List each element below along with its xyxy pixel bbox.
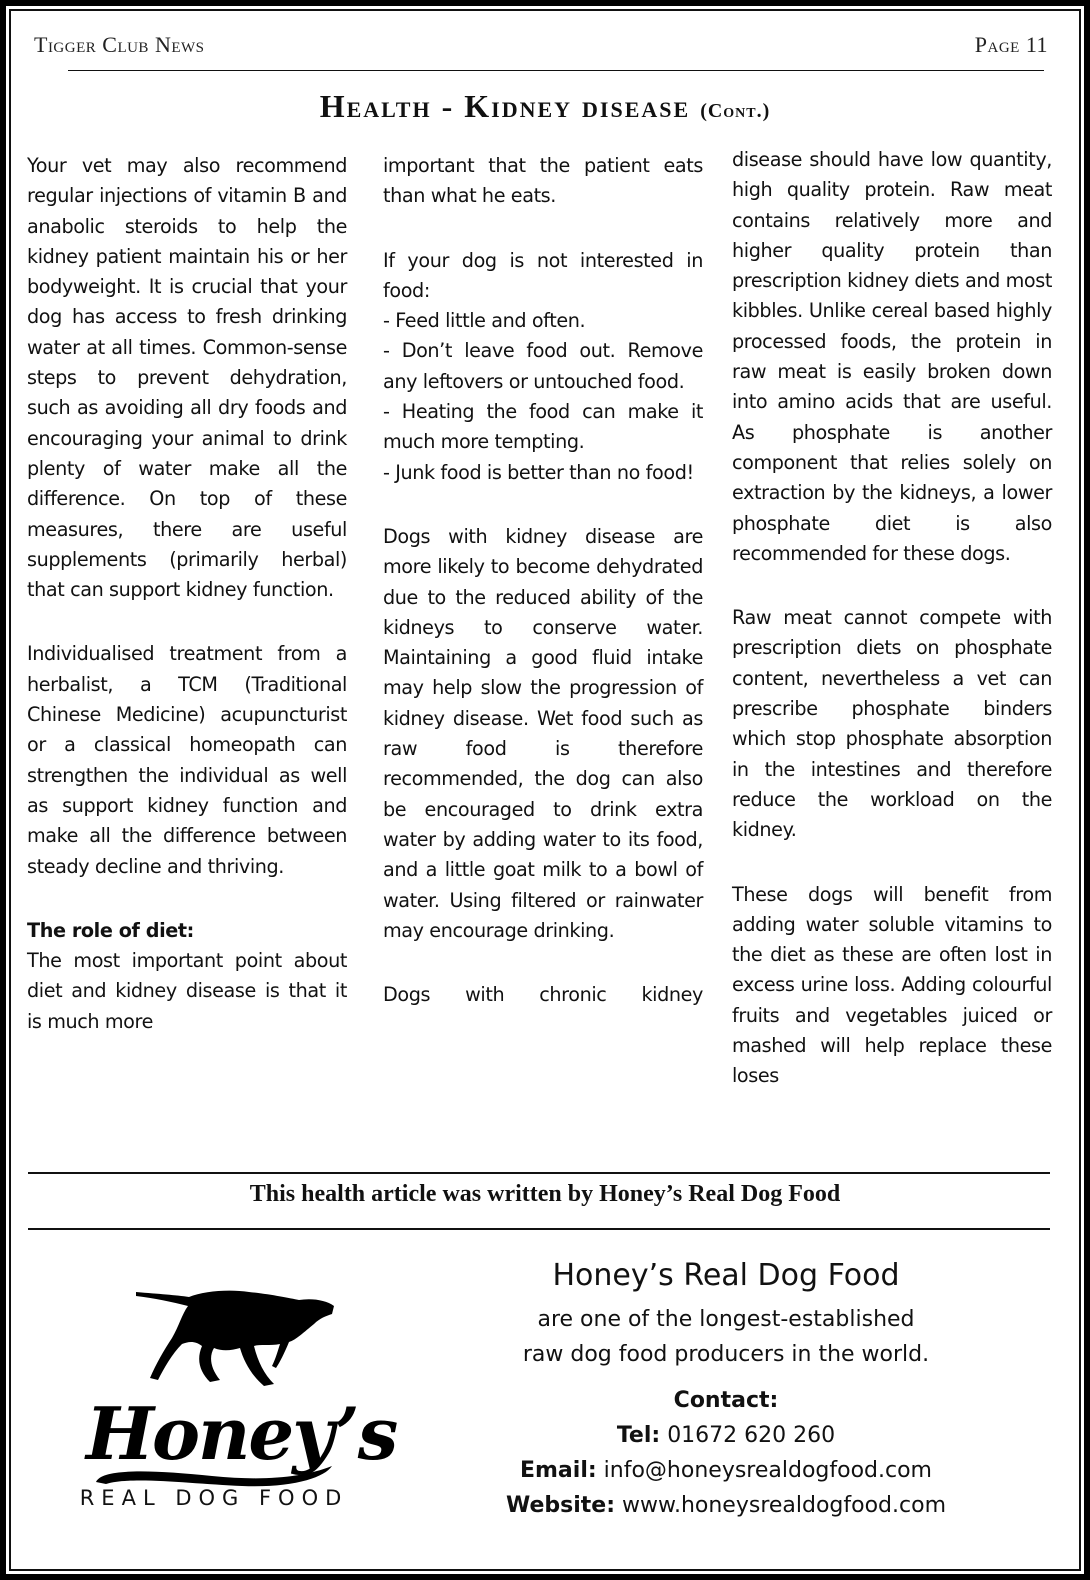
header-divider bbox=[68, 70, 1044, 71]
diet-subheading: The role of diet: bbox=[27, 918, 194, 942]
logo-subtitle: REAL DOG FOOD bbox=[79, 1486, 349, 1510]
company-description bbox=[426, 1302, 1026, 1372]
description-line-2: raw dog food producers in the world. bbox=[522, 1342, 930, 1367]
contact-heading: Contact: bbox=[673, 1388, 779, 1413]
tips-intro: If your dog is not interested in food: bbox=[383, 248, 703, 302]
running-header bbox=[34, 32, 1048, 58]
website-link[interactable]: www.honeysrealdogfood.com bbox=[622, 1493, 947, 1518]
tel-value[interactable]: 01672 620 260 bbox=[667, 1423, 836, 1448]
dog-silhouette-icon bbox=[64, 1284, 364, 1394]
contact-block bbox=[426, 1383, 1026, 1523]
column3-paragraph: disease should have low quantity, high quality protein. Raw meat contains relatively more and higher quality protein than prescription kidney diets and most kibbles. Unlike cereal based highly processed foods, the protein in raw meat is easily broken down into amino acids that are useful. As phosphate is another component that relies solely on extraction by the kidneys, a lower phosphate diet is also recommended for these dogs. bbox=[732, 148, 1052, 565]
contact-website bbox=[426, 1488, 1026, 1523]
column1-diet-section bbox=[27, 916, 347, 1037]
website-label: Website: bbox=[505, 1493, 615, 1518]
contact-tel bbox=[426, 1418, 1026, 1453]
article-column-1 bbox=[27, 151, 347, 1037]
column1-paragraph: Individualised treatment from a herbalist, a TCM (Traditional Chinese Medicine) acupuncturist or a classical homeopath can strengthen the individual as well as support kidney function and make all the difference between steady decline and thriving. bbox=[27, 642, 347, 878]
article-column-2 bbox=[383, 151, 703, 1010]
column2-paragraph: Dogs with chronic kidney bbox=[383, 983, 703, 1007]
email-label: Email: bbox=[519, 1458, 597, 1483]
credit-top-rule bbox=[28, 1172, 1050, 1174]
newsletter-page bbox=[6, 6, 1084, 1574]
dog-silhouette-shape bbox=[136, 1291, 334, 1386]
company-name: Honey’s Real Dog Food bbox=[552, 1258, 900, 1293]
article-column-3 bbox=[732, 145, 1052, 1092]
tip-item: - Feed little and often. bbox=[383, 309, 586, 333]
logo-script-text: Honey’s bbox=[86, 1391, 397, 1476]
tip-item: - Heating the food can make it much more tempting. bbox=[383, 400, 703, 454]
article-title bbox=[6, 88, 1084, 125]
article-credit: This health article was written by Honey’s Real Dog Food bbox=[249, 1181, 841, 1207]
tip-item: - Junk food is better than no food! bbox=[383, 460, 694, 484]
column3-paragraph: Raw meat cannot compete with prescription diets on phosphate content, nevertheless a vet can prescribe phosphate binders which stop phosphate absorption in the intestines and therefore reduce the workload on the kidney. bbox=[732, 606, 1052, 842]
email-link[interactable]: info@honeysrealdogfood.com bbox=[603, 1458, 932, 1483]
swash-shape bbox=[96, 1466, 332, 1486]
page-number: Page 11 bbox=[974, 32, 1048, 57]
tips-section bbox=[383, 246, 703, 488]
tel-label: Tel: bbox=[616, 1423, 661, 1448]
credit-bottom-rule bbox=[28, 1228, 1050, 1230]
column1-paragraph: Your vet may also recommend regular injections of vitamin B and anabolic steroids to help the kidney patient maintain his or her bodyweight. It is crucial that your dog has access to fresh drinking water at all times. Common-sense steps to prevent dehydration, such as avoiding all dry foods and encouraging your animal to drink plenty of water make all the difference. On top of these measures, there are useful supplements (primarily herbal) that can support kidney function. bbox=[27, 154, 347, 602]
column2-paragraph: Dogs with kidney disease are more likely to become dehydrated due to the reduced ability of the kidneys to conserve water. Maintaining a good fluid intake may help slow the progression of kidney disease. Wet food such as raw food is therefore recommended, the dog can also be encouraged to drink extra water by adding water to its food, and a little goat milk to a bowl of water. Using filtered or rainwater may encourage drinking. bbox=[383, 524, 703, 942]
contact-email bbox=[426, 1453, 1026, 1488]
publication-name: Tigger Club News bbox=[34, 32, 205, 57]
article-title-text: Health - Kidney disease bbox=[319, 88, 691, 124]
article-title-suffix: (Cont.) bbox=[700, 100, 771, 122]
column1-paragraph: The most important point about diet and kidney disease is that it is much more bbox=[27, 949, 347, 1033]
column2-paragraph: important that the patient eats than what he eats. bbox=[383, 154, 703, 208]
honeys-logo bbox=[64, 1284, 397, 1524]
tip-item: - Don’t leave food out. Remove any leftovers or untouched food. bbox=[383, 339, 703, 393]
description-line-1: are one of the longest-established bbox=[537, 1307, 915, 1332]
column3-paragraph: These dogs will benefit from adding water soluble vitamins to the diet as these are often lost in excess urine loss. Adding colourful fruits and vegetables juiced or mashed will help replace these loses bbox=[732, 882, 1052, 1088]
